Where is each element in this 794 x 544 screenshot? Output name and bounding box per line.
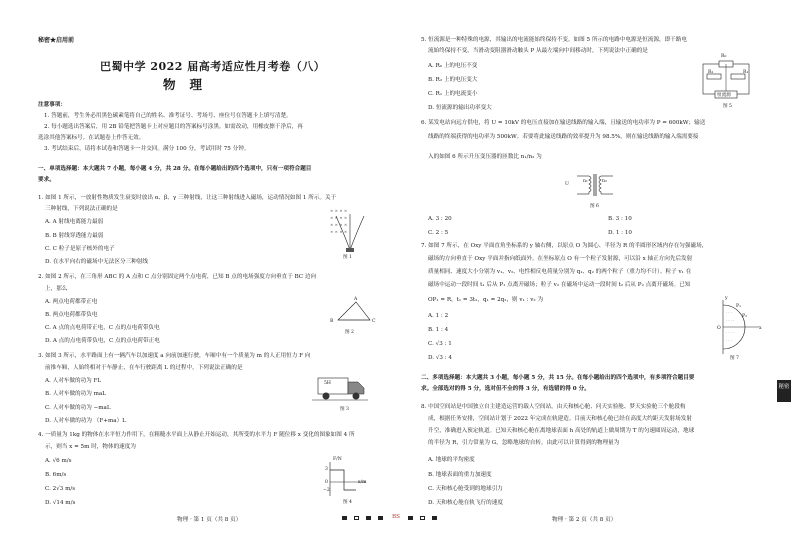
question-7-stem: 磁场中运动一段时间 t₁ 后从 P₁ 点离开磁场；粒子 v₂ 在磁场中运动一段时间 t₂ 后从 P₂ 点离开磁场。已知	[428, 282, 691, 288]
svg-text:× × × ×: × × × ×	[330, 222, 348, 227]
section1-heading: 一、单项选择题：本大题共 7 小题，每小题 4 分，共 28 分。在每小题给出的四个选项中，只有一项符合题目	[38, 166, 312, 172]
print-mark	[366, 516, 371, 520]
figure-4-tick: 3	[325, 467, 328, 472]
figure-5-label-r0: R₀	[721, 54, 727, 59]
svg-text:· · · ·: · · · ·	[726, 331, 734, 335]
figure-6-caption: 图 6	[590, 204, 599, 209]
question-2-option-d: D. A 点的点电荷带负电，C 点的点电荷带正电	[45, 338, 160, 344]
figure-4-caption: 图 4	[343, 500, 352, 505]
section2-heading: 求。全部选对的得 5 分，选对但不全的得 3 分，有选错的得 0 分。	[421, 386, 590, 392]
question-1-stem: 三种射线，下列说法正确的是	[45, 206, 118, 212]
figure-2-label-c: C	[372, 319, 376, 324]
question-4-stem: 4. 一质量为 1kg 的物体在水平恒力作用下，在粗糙水平面上从静止开始运动，其所受的水平力 F 随位移 x 变化的图象如图 4 所	[38, 432, 355, 438]
figure-5-label-source: 恒流源	[717, 93, 731, 98]
question-6-stem: 线路的终端获得的电功率为 500kW。若要将此输送线路的效率提升为 98.5%，则在输送线路的输入端需要接	[428, 134, 699, 140]
question-7-option-d: D. √3 : 4	[428, 355, 452, 361]
question-5-option-b: B. R₂ 上的电压变大	[428, 77, 478, 83]
question-4-option-a: A. √6 m/s	[45, 458, 72, 464]
figure-4-origin: 0	[325, 480, 328, 485]
note-item: 1. 答题前，考生务必用黑色碳素笔将自己的姓名、准考证号、考场号、座位号在答题卡上填写清楚。	[44, 113, 292, 119]
question-7-stem: OP₁ = R，t₁ = 3t₂，q₁ = 2q₂，则 v₁ : v₂ 为	[428, 297, 544, 303]
secret-label: 秘密★启用前	[38, 37, 75, 44]
section2-heading: 二、多项选择题：本大题共 3 小题，每小题 5 分，共 15 分。在每小题给出的四个选项中，有多项符合题目要	[421, 375, 695, 381]
figure-7-caption: 图 7	[730, 356, 739, 361]
question-8-option-c: C. 天和核心舱受到的地球引力	[428, 486, 503, 492]
figure-2-label-b: B	[330, 319, 334, 324]
question-6-option-a: A. 3 : 20	[428, 216, 452, 222]
question-2-option-a: A. 两点电荷都带正电	[45, 299, 98, 305]
question-8-option-d: D. 天和核心舱在轨飞行的速度	[428, 500, 503, 506]
center-code: BS	[392, 514, 400, 520]
question-8-option-a: A. 地球的平均密度	[428, 457, 475, 463]
svg-text:· · · ·: · · · ·	[726, 319, 734, 323]
question-4-stem: 示，则当 x = 5m 时，物体的速度为	[45, 444, 136, 450]
question-3-option-a: A. 人对车做的功为 FL	[45, 378, 102, 384]
question-4-option-c: C. 2√3 m/s	[45, 486, 76, 492]
question-1-option-b: B. B 射线穿透能力最弱	[45, 233, 104, 239]
print-mark	[354, 516, 359, 520]
question-1-option-c: C. C 粒子是原子核外的电子	[45, 246, 115, 252]
figure-5-label-r2: R₂	[708, 70, 714, 75]
notes-heading: 注意事项：	[38, 102, 66, 108]
side-tab: 秘密	[777, 380, 791, 402]
note-item: 2. 每小题选出答案后，用 2B 铅笔把答题卡上对应题目的答案标号涂黑。如需改动，用橡皮擦干净后，再	[44, 124, 303, 130]
print-mark	[342, 516, 347, 520]
question-5-option-d: D. 恒流源的输出功率变大	[428, 105, 492, 111]
note-item: 选涂其他答案标号。在试题卷上作答无效。	[38, 135, 145, 141]
question-6-option-b: B. 3 : 10	[608, 216, 632, 222]
figure-7-label-p2: P₂	[742, 314, 747, 319]
question-8-option-b: B. 地球表面的重力加速度	[428, 472, 492, 478]
figure-6-transformer	[571, 170, 619, 200]
print-mark	[378, 516, 383, 520]
figure-5-label-r1: R₁	[743, 70, 749, 75]
figure-7-y-label: y	[725, 296, 728, 301]
subject-title: 物理	[163, 77, 217, 92]
question-4-option-b: B. 6m/s	[45, 472, 67, 478]
question-2-option-b: B. 两点电荷都带负电	[45, 312, 98, 318]
svg-text:· · ·: · · ·	[726, 339, 732, 343]
question-7-stem: 磁场的方向垂直于 Oxy 平面并指向纸面外。在坐标原点 O 有一个粒子发射源，可以沿 x 轴正方向先后发射	[428, 256, 693, 262]
question-8-stem: 升空，准确进入预定轨道。已知天和核心舱在离地球表面 h 高处的轨道上做周期为 T 的匀速圆周运动，地球	[428, 428, 695, 434]
question-1-option-d: D. 在水平向右的磁场中无法区分三种射线	[45, 259, 148, 265]
figure-3-caption: 图 3	[340, 407, 349, 412]
question-6-option-d: D. 1 : 10	[608, 230, 632, 236]
figure-6-label-n2: n₂	[602, 179, 607, 184]
figure-3-truck	[312, 374, 368, 404]
question-3-stem: 3. 如图 3 所示，水平路面上有一辆汽车以加速度 a 向前加速行驶，车厢中有一个质量为 m 的人正用恒力 F 向	[38, 353, 311, 359]
figure-1-caption: 图 1	[343, 255, 352, 260]
figure-4-x-label: x/m	[358, 480, 367, 485]
question-7-option-b: B. 1 : 4	[428, 327, 449, 333]
question-6-stem: 6. 某发电站向远方供电，将 U = 10kV 的电压直接加在输送线路的输入端，且输送的电功率为 P = 600kW；输送	[421, 120, 706, 126]
question-5-stem: 5. 恒流源是一种特殊的电源，其输出的电流能始终保持不变。如图 5 所示的电路中电源是恒流源，即干路电	[421, 37, 687, 43]
svg-text:· · ·: · · ·	[726, 311, 732, 315]
question-3-option-c: C. 人对车做的功为 −maL	[45, 405, 111, 411]
note-item: 3. 考试结束后，请将本试卷和答题卡一并交回。满分 100 分，考试用时 75 分钟。	[44, 146, 250, 152]
question-1-stem: 1. 如图 1 所示，一放射性物质发生衰变时放出 α、β、γ 三种射线，让这三种射线进入磁场，运动情况如图 1 所示。关于	[38, 195, 337, 201]
figure-5-caption: 图 5	[723, 104, 732, 109]
question-4-option-d: D. √14 m/s	[45, 500, 76, 506]
figure-2-caption: 图 2	[345, 330, 354, 335]
question-8-stem: 8. 中国空间站是中国独立自主建造运营的载人空间站，由天和核心舱、问天实验舱、梦天实验舱三个舱段构	[421, 404, 686, 410]
question-8-stem: 成，根据任务安排，空间站计划于 2022 年完成在轨建造。目前天和核心舱已经在高度大约距天发射场发射	[428, 416, 692, 422]
question-5-stem: 流始终保持不变，当滑动变阻器滑动触头 P 从最左端向中间移动时，下列说法中正确的是	[428, 48, 648, 54]
section1-heading: 要求。	[38, 177, 55, 183]
figure-3-truck-label: 5H	[324, 381, 331, 386]
figure-4-tick: −2	[323, 488, 330, 493]
figure-7-x-label: x	[759, 326, 762, 331]
question-2-stem: 2. 如图 2 所示，在三角形 ABC 的 A 点和 C 点分别固定两个点电荷，已知 B 点的电场强度方向垂直于 BC 边向	[38, 274, 317, 280]
question-5-option-a: A. R₀ 上的电压不变	[428, 63, 478, 69]
question-8-stem: 的半径为 R，引力常量为 G，忽略地球的自转。由此可以计算得到的物理量为	[428, 440, 620, 446]
figure-4-y-label: F/N	[333, 457, 342, 462]
question-1-option-a: A. A 射线电离能力最弱	[45, 219, 104, 225]
footer-page-1: 物理 · 第 1 页（共 8 页）	[177, 517, 242, 523]
figure-2-triangle	[326, 298, 378, 328]
question-3-stem: 前推车厢，人始终相对于车静止，在车行驶距离 L 的过程中，下列说法正确的是	[45, 365, 243, 371]
question-3-option-b: B. 人对车做的功为 maL	[45, 391, 106, 397]
svg-text:× × × ×: × × × ×	[330, 208, 348, 213]
question-6-stem: 入的如图 6 所示升压变压器的匝数比 n₁/n₂ 为	[428, 154, 542, 160]
svg-text:× × × ×: × × × ×	[330, 215, 348, 220]
question-7-option-a: A. 1 : 2	[428, 313, 449, 319]
question-6-option-c: C. 2 : 5	[428, 230, 449, 236]
figure-1-radiation-field	[326, 206, 376, 254]
figure-7-label-p1: P₁	[736, 304, 741, 309]
question-2-stem: 上，那么	[45, 286, 68, 292]
figure-2-label-a: A	[354, 297, 358, 302]
question-5-option-c: C. R₁ 上的电流变小	[428, 91, 478, 97]
figure-6-label-n1: n₁	[583, 179, 588, 184]
question-7-option-c: C. √3 : 1	[428, 341, 452, 347]
figure-6-label-u: U	[565, 182, 569, 187]
right-page	[397, 0, 794, 544]
question-3-option-d: D. 人对车做的功为 （F+ma）L	[45, 418, 126, 424]
svg-text:× × × ×: × × × ×	[330, 229, 348, 234]
question-2-option-c: C. A 点的点电荷带正电，C 点的点电荷带负电	[45, 325, 160, 331]
figure-7-origin: O	[717, 326, 721, 331]
question-7-stem: 7. 如图 7 所示，在 Oxy 平面直角坐标系的 y 轴右侧，以原点 O 为圆心、半径为 R 的半圆形区域内存在匀强磁场，	[421, 243, 708, 249]
footer-page-2: 物理 · 第 2 页（共 8 页）	[552, 517, 617, 523]
exam-title: 巴蜀中学 2022 届高考适应性月考卷（八）	[100, 60, 326, 73]
question-7-stem: 质量相同、速度大小分别为 v₁、v₂、电性相反电荷量分别为 q₁、q₂ 的两个粒子（重力均不计）。粒子 v₁ 在	[428, 269, 692, 275]
